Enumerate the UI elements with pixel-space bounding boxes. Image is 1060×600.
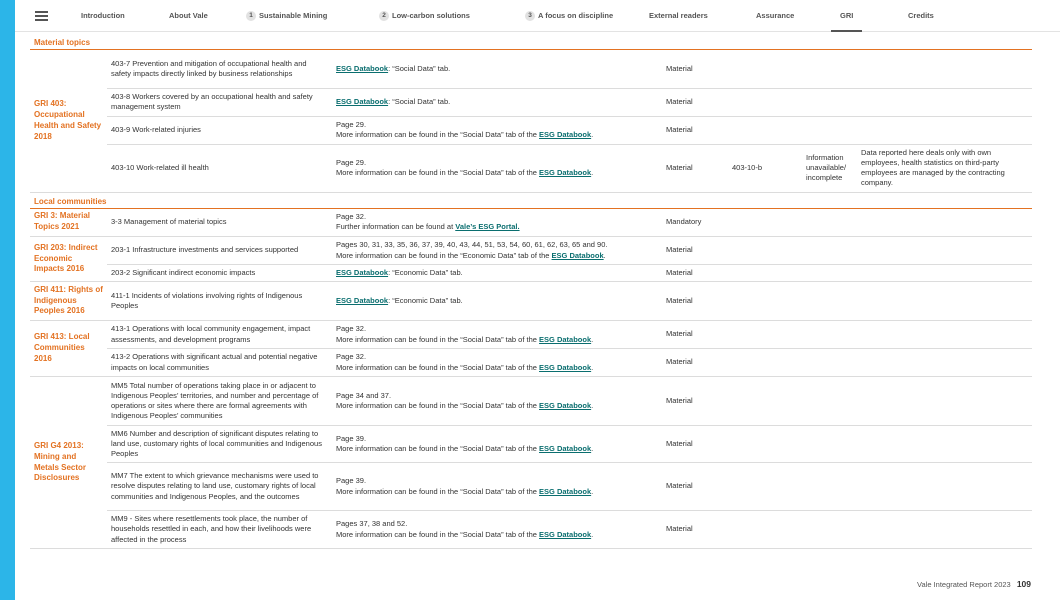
- standard-label: GRI G4 2013: Mining and Metals Sector Disclosures: [30, 377, 107, 549]
- page-footer: [917, 579, 1031, 589]
- disclosure-text: 413-1 Operations with local community engagement, impact assessments, and development programs: [107, 321, 332, 349]
- location-cell: Page 29. More information can be found in the “Social Data” tab of the ESG Databook.: [332, 144, 662, 192]
- top-navigation: [15, 0, 1060, 32]
- disclosure-text: 403-9 Work-related injuries: [107, 116, 332, 144]
- esg-databook-link[interactable]: ESG Databook: [551, 250, 604, 260]
- status-text: Material: [662, 321, 728, 349]
- esg-databook-link[interactable]: ESG Databook: [539, 362, 592, 372]
- nav-low-carbon-solutions[interactable]: 2 Low-carbon solutions: [379, 11, 470, 21]
- standard-label: GRI 3: Material Topics 2021: [30, 209, 107, 237]
- esg-databook-link[interactable]: ESG Databook: [539, 130, 592, 139]
- local-communities-table: [30, 209, 1032, 550]
- esg-databook-link[interactable]: ESG Databook: [539, 168, 592, 177]
- table-row: [30, 426, 1032, 463]
- standard-label: GRI 403: Occupational Health and Safety 2018: [30, 50, 107, 192]
- nav-external-readers[interactable]: External readers: [649, 11, 708, 20]
- status-text: Material: [662, 116, 728, 144]
- nav-about-vale[interactable]: About Vale: [169, 11, 208, 20]
- table-row: [30, 116, 1032, 144]
- disclosure-text: 403-8 Workers covered by an occupational health and safety management system: [107, 88, 332, 116]
- esg-databook-link[interactable]: ESG Databook: [539, 444, 592, 453]
- table-row: [30, 209, 1032, 237]
- disclosure-text: 3-3 Management of material topics: [107, 209, 332, 237]
- table-row: [30, 463, 1032, 511]
- side-accent-bar: [0, 0, 15, 600]
- menu-icon[interactable]: [35, 11, 48, 21]
- esg-databook-link[interactable]: ESG Databook: [539, 486, 592, 496]
- disclosure-text: MM7 The extent to which grievance mechanisms were used to resolve disputes relating to land use, customary rights of local communities and Indigenous Peoples, and the outcomes: [107, 463, 332, 511]
- location-cell: Page 39. More information can be found in the “Social Data” tab of the ESG Databook.: [332, 463, 662, 511]
- location-cell: Page 32. More information can be found in the “Social Data” tab of the ESG Databook.: [332, 349, 662, 377]
- nav-number-badge: 3: [525, 11, 535, 21]
- disclosure-text: MM9 - Sites where resettlements took place, the number of households resettled in each, and how their livelihoods were affected in the process: [107, 511, 332, 549]
- esg-databook-link[interactable]: ESG Databook: [539, 334, 592, 344]
- section-header-material-topics: Material topics: [30, 36, 1032, 50]
- standard-label: GRI 413: Local Communities 2016: [30, 321, 107, 377]
- esg-databook-link[interactable]: ESG Databook: [539, 529, 592, 539]
- location-cell: Page 39. More information can be found in the “Social Data” tab of the ESG Databook.: [332, 426, 662, 463]
- table-row: [30, 511, 1032, 549]
- esg-databook-link[interactable]: ESG Databook: [336, 63, 389, 73]
- table-row: [30, 88, 1032, 116]
- disclosure-text: 403-7 Prevention and mitigation of occupational health and safety impacts directly linked by business relationships: [107, 50, 332, 88]
- gri-content-index: [30, 36, 1032, 549]
- status-text: Material: [662, 377, 728, 426]
- table-row: [30, 282, 1032, 321]
- table-row: [30, 377, 1032, 426]
- table-row: [30, 349, 1032, 377]
- location-cell: Pages 30, 31, 33, 35, 36, 37, 39, 40, 43, 44, 51, 53, 54, 60, 61, 62, 63, 65 and 90. More information can be found in the “Economic Data” tab of the ESG Databook.: [332, 237, 662, 265]
- status-text: Material: [662, 237, 728, 265]
- nav-assurance[interactable]: Assurance: [756, 11, 795, 20]
- nav-credits[interactable]: Credits: [908, 11, 934, 20]
- standard-label: GRI 203: Indirect Economic Impacts 2016: [30, 237, 107, 282]
- location-cell: Page 32. More information can be found in the “Social Data” tab of the ESG Databook.: [332, 321, 662, 349]
- disclosure-text: 403-10 Work-related ill health: [107, 144, 332, 192]
- table-row: [30, 144, 1032, 192]
- omission-reason: Information unavailable/ incomplete: [802, 144, 857, 192]
- nav-number-badge: 1: [246, 11, 256, 21]
- disclosure-text: 203-1 Infrastructure investments and services supported: [107, 237, 332, 265]
- section-header-local-communities: Local communities: [30, 195, 1032, 209]
- status-text: Material: [662, 144, 728, 192]
- status-text: Material: [662, 511, 728, 549]
- nav-gri[interactable]: GRI: [840, 11, 854, 20]
- disclosure-text: MM5 Total number of operations taking place in or adjacent to Indigenous Peoples’ territories, and number and percentage of operations or sites where there are formal agreements with Indigenous Peoples’ communities: [107, 377, 332, 426]
- omission-explanation: Data reported here deals only with own employees, health statistics on third-party employees are managed by the contracting company.: [857, 144, 1032, 192]
- esg-databook-link[interactable]: ESG Databook: [336, 267, 389, 277]
- nav-number-badge: 2: [379, 11, 389, 21]
- location-cell: ESG Databook: “Social Data” tab.: [332, 88, 662, 116]
- table-row: [30, 321, 1032, 349]
- esg-databook-link[interactable]: ESG Databook: [539, 401, 592, 410]
- location-cell: Page 34 and 37. More information can be found in the “Social Data” tab of the ESG Databook.: [332, 377, 662, 426]
- location-cell: Page 29. More information can be found in the “Social Data” tab of the ESG Databook.: [332, 116, 662, 144]
- status-text: Material: [662, 426, 728, 463]
- disclosure-text: 203-2 Significant indirect economic impacts: [107, 265, 332, 282]
- location-cell: Page 32. Further information can be found at Vale’s ESG Portal.: [332, 209, 662, 237]
- page-number: 109: [1016, 579, 1031, 589]
- status-text: Material: [662, 265, 728, 282]
- status-text: Material: [662, 50, 728, 88]
- disclosure-text: 413-2 Operations with significant actual and potential negative impacts on local communities: [107, 349, 332, 377]
- status-text: Material: [662, 463, 728, 511]
- location-cell: Pages 37, 38 and 52. More information can be found in the “Social Data” tab of the ESG Databook.: [332, 511, 662, 549]
- esg-portal-link[interactable]: Vale’s ESG Portal.: [455, 222, 520, 232]
- standard-label: GRI 411: Rights of Indigenous Peoples 2016: [30, 282, 107, 321]
- esg-databook-link[interactable]: ESG Databook: [336, 295, 389, 305]
- location-cell: ESG Databook: “Economic Data” tab.: [332, 265, 662, 282]
- esg-databook-link[interactable]: ESG Databook: [336, 96, 389, 106]
- location-cell: ESG Databook: “Economic Data” tab.: [332, 282, 662, 321]
- disclosure-text: MM6 Number and description of significant disputes relating to land use, customary rights of local communities and Indigenous Peoples: [107, 426, 332, 463]
- omitted-requirement: 403-10-b: [728, 144, 802, 192]
- report-title: Vale Integrated Report 2023: [917, 580, 1011, 589]
- status-text: Material: [662, 88, 728, 116]
- location-cell: ESG Databook: “Social Data” tab.: [332, 50, 662, 88]
- nav-sustainable-mining[interactable]: 1 Sustainable Mining: [246, 11, 327, 21]
- table-row: [30, 265, 1032, 282]
- nav-introduction[interactable]: Introduction: [81, 11, 125, 20]
- table-row: [30, 237, 1032, 265]
- material-topics-table: [30, 50, 1032, 193]
- nav-focus-on-discipline[interactable]: 3 A focus on discipline: [525, 11, 613, 21]
- status-text: Mandatory: [662, 209, 728, 237]
- disclosure-text: 411-1 Incidents of violations involving rights of Indigenous Peoples: [107, 282, 332, 321]
- table-row: [30, 50, 1032, 88]
- status-text: Material: [662, 282, 728, 321]
- status-text: Material: [662, 349, 728, 377]
